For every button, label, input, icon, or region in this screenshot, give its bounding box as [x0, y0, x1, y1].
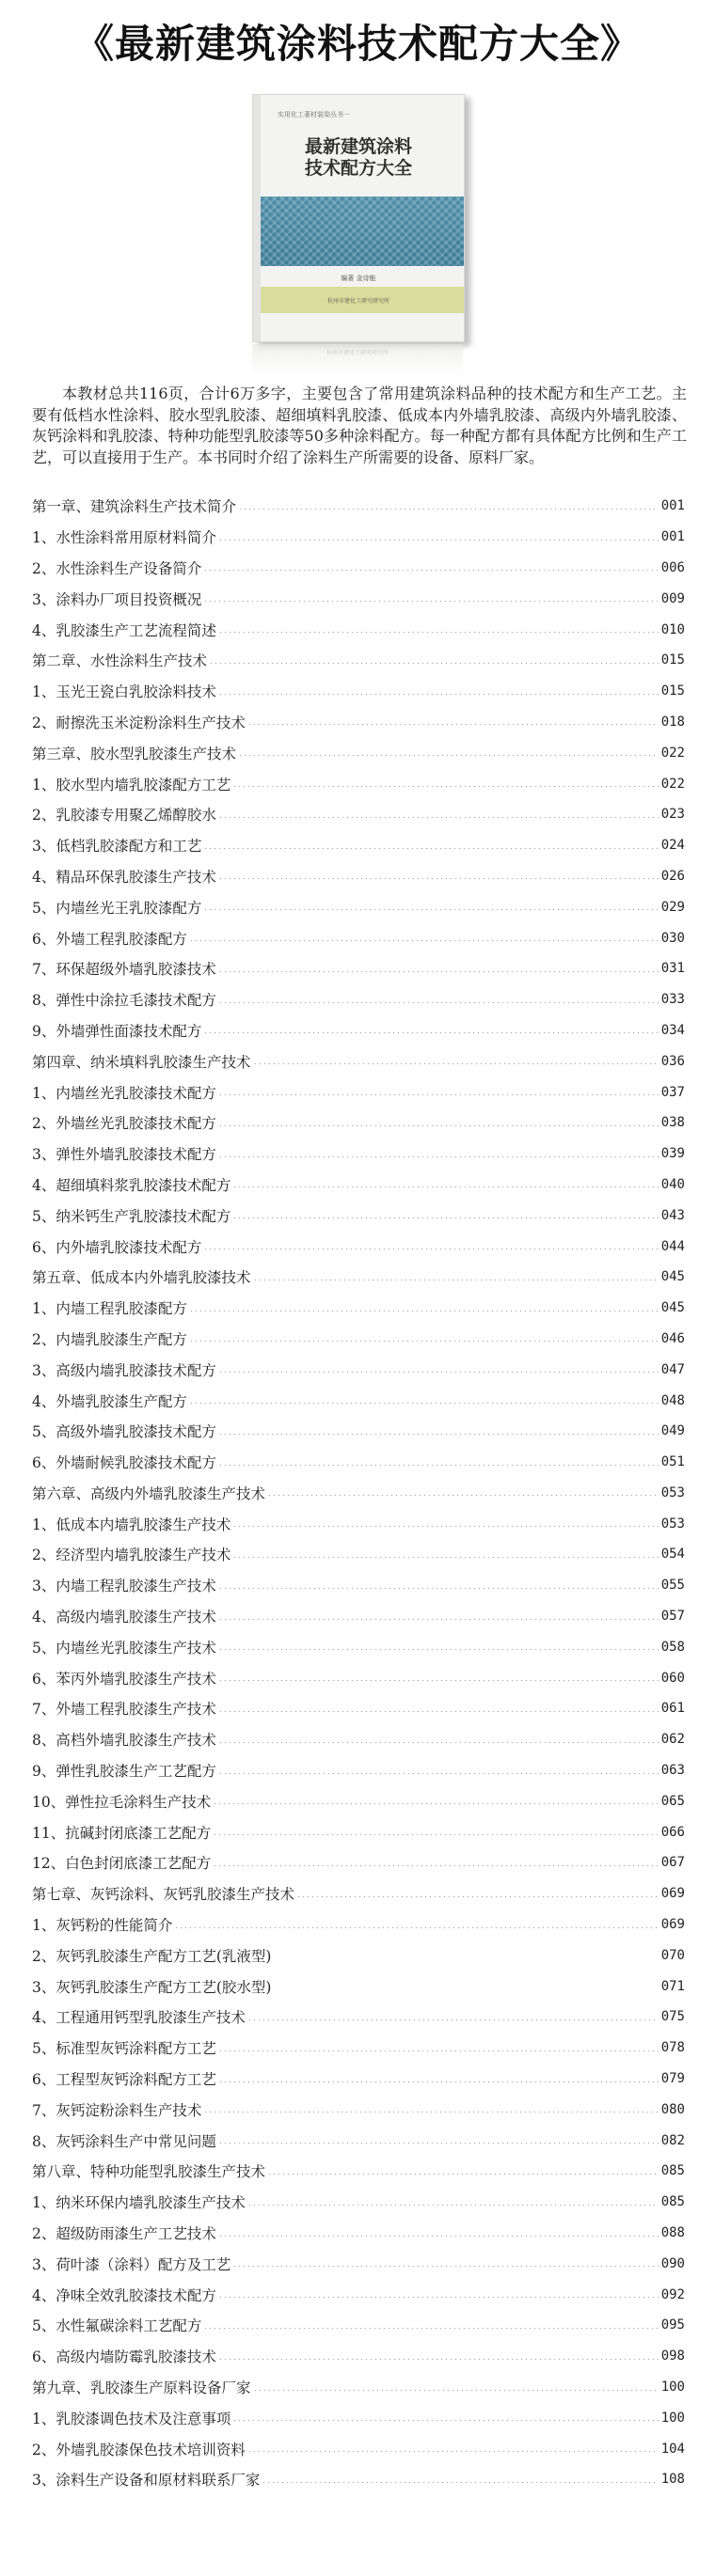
toc-entry [32, 1601, 685, 1632]
toc-entry-page: 060 [660, 1670, 685, 1686]
toc-entry [32, 2248, 685, 2279]
toc-entry-title: 1、内墙丝光乳胶漆技术配方 [32, 1084, 216, 1102]
toc-leader [218, 1094, 659, 1095]
toc-entry-title: 2、灰钙乳胶漆生产配方工艺(乳液型) [32, 1947, 272, 1965]
toc-entry-page: 039 [660, 1146, 685, 1162]
toc-leader [238, 509, 659, 510]
toc-entry-title: 1、纳米环保内墙乳胶漆生产技术 [32, 2194, 246, 2212]
book-title-line2: 技术配方大全 [304, 158, 412, 179]
toc-leader [189, 1403, 659, 1404]
toc-entry-page: 054 [660, 1547, 685, 1563]
toc-entry-title: 2、外墙丝光乳胶漆技术配方 [32, 1115, 216, 1133]
toc-entry-page: 100 [660, 2410, 685, 2426]
toc-entry [32, 891, 685, 922]
toc-entry [32, 1785, 685, 1816]
toc-entry [32, 861, 685, 892]
toc-entry-page: 031 [660, 961, 685, 977]
toc-entry [32, 2064, 685, 2095]
toc-entry-title: 7、环保超级外墙乳胶漆技术 [32, 961, 216, 979]
toc-entry [32, 1076, 685, 1107]
toc-entry-title: 2、经济型内墙乳胶漆生产技术 [32, 1547, 231, 1564]
toc-entry-page: 108 [660, 2472, 685, 2488]
toc-leader [203, 2112, 658, 2113]
toc-entry-page: 023 [660, 807, 685, 823]
toc-entry [32, 1570, 685, 1601]
toc-entry-title: 第三章、胶水型乳胶漆生产技术 [32, 745, 237, 762]
toc-entry-title: 3、高级内墙乳胶漆技术配方 [32, 1361, 216, 1379]
toc-entry [32, 707, 685, 738]
toc-entry [32, 1416, 685, 1447]
toc-entry-title: 1、灰钙粉的性能简介 [32, 1917, 173, 1935]
toc-entry-page: 029 [660, 899, 685, 915]
toc-entry-page: 024 [660, 838, 685, 854]
toc-entry [32, 2187, 685, 2218]
toc-entry-page: 063 [660, 1763, 685, 1779]
toc-entry-page: 061 [660, 1701, 685, 1717]
toc-leader [218, 2236, 659, 2237]
toc-entry-page: 092 [660, 2286, 685, 2302]
toc-entry-title: 5、水性氟碳涂料工艺配方 [32, 2317, 202, 2335]
toc-entry-page: 018 [660, 714, 685, 730]
toc-entry-title: 2、内墙乳胶漆生产配方 [32, 1330, 187, 1348]
toc-leader [232, 1186, 658, 1187]
toc-entry [32, 522, 685, 553]
toc-entry [32, 2372, 685, 2403]
toc-entry [32, 1755, 685, 1786]
toc-entry-page: 046 [660, 1330, 685, 1346]
toc-entry-page: 044 [660, 1238, 685, 1254]
toc-entry [32, 1539, 685, 1570]
toc-entry [32, 1878, 685, 1909]
toc-entry-page: 066 [660, 1824, 685, 1840]
toc-entry-title: 6、外墙工程乳胶漆配方 [32, 930, 187, 948]
toc-leader [218, 1002, 659, 1003]
cover-pattern [261, 196, 464, 266]
toc-entry [32, 1045, 685, 1076]
toc-entry-title: 7、灰钙淀粉涂料生产技术 [32, 2101, 202, 2119]
toc-entry-page: 067 [660, 1855, 685, 1871]
toc-entry-title: 1、水性涂料常用原材料简介 [32, 529, 216, 547]
toc-entry [32, 1324, 685, 1355]
toc-entry-title: 8、弹性中涂拉毛漆技术配方 [32, 992, 216, 1010]
toc-leader [218, 1434, 659, 1435]
toc-entry-page: 075 [660, 2009, 685, 2025]
toc-entry-title: 第一章、建筑涂料生产技术简介 [32, 498, 237, 516]
toc-entry [32, 1231, 685, 1262]
toc-entry-page: 047 [660, 1361, 685, 1377]
toc-entry [32, 1940, 685, 1971]
toc-leader [203, 570, 658, 571]
reflection-text: 杭州市建化工研究研究所 [326, 350, 389, 356]
toc-entry-title: 4、外墙乳胶漆生产配方 [32, 1392, 187, 1410]
toc-leader [218, 2143, 659, 2144]
toc-entry-title: 6、苯丙外墙乳胶漆生产技术 [32, 1670, 216, 1688]
book-title [253, 136, 464, 180]
toc-entry-title: 4、净味全效乳胶漆技术配方 [32, 2286, 216, 2304]
book-publisher: 杭州市建化工研究研究所 [326, 298, 389, 305]
toc-entry-title: 3、涂料生产设备和原材料联系厂家 [32, 2472, 261, 2490]
toc-entry [32, 1508, 685, 1539]
toc-entry [32, 1971, 685, 2002]
toc-entry-title: 2、乳胶漆专用聚乙烯醇胶水 [32, 807, 216, 825]
toc-entry-title: 8、高档外墙乳胶漆生产技术 [32, 1732, 216, 1750]
toc-leader [232, 1217, 658, 1218]
toc-entry-title: 3、低档乳胶漆配方和工艺 [32, 838, 202, 856]
toc-entry [32, 1847, 685, 1878]
toc-leader [296, 1896, 659, 1897]
toc-leader [247, 2205, 659, 2206]
toc-leader [218, 1372, 659, 1373]
table-of-contents [32, 491, 685, 2495]
toc-entry [32, 1170, 685, 1201]
toc-entry [32, 2094, 685, 2125]
toc-entry-page: 080 [660, 2101, 685, 2117]
toc-entry-page: 033 [660, 992, 685, 1008]
toc-entry-page: 088 [660, 2225, 685, 2241]
toc-entry-title: 第八章、特种功能型乳胶漆生产技术 [32, 2163, 266, 2181]
toc-entry-page: 001 [660, 529, 685, 545]
toc-entry-page: 040 [660, 1176, 685, 1192]
toc-entry-title: 5、内墙丝光乳胶漆生产技术 [32, 1639, 216, 1657]
toc-leader [209, 663, 659, 664]
toc-entry-page: 082 [660, 2132, 685, 2148]
toc-entry [32, 2464, 685, 2495]
toc-leader [218, 2359, 659, 2360]
toc-leader [253, 1063, 659, 1064]
toc-entry [32, 922, 685, 953]
toc-entry-page: 100 [660, 2380, 685, 2395]
toc-entry-page: 037 [660, 1084, 685, 1100]
toc-entry-page: 001 [660, 498, 685, 514]
toc-leader [218, 1465, 659, 1466]
toc-entry-page: 043 [660, 1207, 685, 1223]
toc-entry-page: 070 [660, 1947, 685, 1963]
toc-entry-title: 7、外墙工程乳胶漆生产技术 [32, 1701, 216, 1719]
toc-leader [218, 694, 659, 695]
toc-entry-page: 062 [660, 1732, 685, 1748]
toc-leader [218, 1156, 659, 1157]
toc-leader [267, 1495, 659, 1496]
toc-leader [203, 601, 658, 602]
toc-entry-title: 1、低成本内墙乳胶漆生产技术 [32, 1516, 231, 1533]
toc-entry-title: 11、抗碱封闭底漆工艺配方 [32, 1824, 212, 1842]
toc-entry-title: 3、涂料办厂项目投资概况 [32, 590, 202, 608]
toc-entry-title: 4、高级内墙乳胶漆生产技术 [32, 1609, 216, 1626]
toc-entry-page: 095 [660, 2317, 685, 2333]
toc-entry-title: 6、高级内墙防霉乳胶漆技术 [32, 2348, 216, 2366]
toc-entry [32, 830, 685, 861]
toc-entry-page: 069 [660, 1886, 685, 1902]
toc-leader [189, 940, 659, 941]
book-reflection [252, 344, 463, 376]
toc-entry-title: 第四章、纳米填料乳胶漆生产技术 [32, 1053, 251, 1071]
toc-entry-page: 045 [660, 1300, 685, 1316]
toc-entry [32, 768, 685, 799]
toc-leader [218, 1619, 659, 1620]
toc-entry-page: 078 [660, 2040, 685, 2056]
toc-entry-title: 第五章、低成本内外墙乳胶漆技术 [32, 1269, 251, 1287]
toc-entry [32, 1447, 685, 1478]
toc-leader [218, 878, 659, 879]
toc-leader [218, 1711, 659, 1712]
toc-entry [32, 1385, 685, 1416]
toc-entry [32, 2433, 685, 2464]
toc-entry-page: 034 [660, 1022, 685, 1038]
toc-entry [32, 676, 685, 707]
toc-entry-page: 053 [660, 1516, 685, 1531]
toc-entry [32, 1693, 685, 1724]
toc-entry-title: 第九章、乳胶漆生产原料设备厂家 [32, 2380, 251, 2396]
toc-entry [32, 645, 685, 676]
toc-entry-title: 9、弹性乳胶漆生产工艺配方 [32, 1763, 216, 1781]
toc-leader [218, 1773, 659, 1774]
book-cover [252, 94, 465, 342]
toc-entry-page: 085 [660, 2194, 685, 2210]
toc-entry-page: 030 [660, 930, 685, 946]
toc-entry [32, 1816, 685, 1847]
toc-entry-title: 8、灰钙涂料生产中常见问题 [32, 2132, 216, 2150]
toc-entry [32, 553, 685, 584]
toc-leader [232, 2266, 658, 2267]
toc-leader [218, 540, 659, 541]
toc-entry-title: 5、高级外墙乳胶漆技术配方 [32, 1423, 216, 1441]
toc-entry-page: 058 [660, 1639, 685, 1655]
toc-leader [203, 1032, 658, 1033]
toc-leader [232, 1557, 658, 1558]
toc-leader [232, 1526, 658, 1527]
toc-entry [32, 583, 685, 614]
toc-leader [218, 1588, 659, 1589]
toc-entry-page: 022 [660, 745, 685, 761]
toc-entry-title: 9、外墙弹性面漆技术配方 [32, 1022, 202, 1040]
toc-entry-title: 5、标准型灰钙涂料配方工艺 [32, 2040, 216, 2058]
toc-entry [32, 2218, 685, 2249]
toc-entry-title: 2、超级防雨漆生产工艺技术 [32, 2225, 216, 2243]
toc-entry-page: 010 [660, 621, 685, 637]
toc-leader [189, 1341, 659, 1342]
toc-leader [218, 817, 659, 818]
toc-entry [32, 1354, 685, 1385]
toc-entry-page: 049 [660, 1423, 685, 1439]
toc-leader [218, 1649, 659, 1650]
toc-leader [247, 2019, 659, 2020]
book-cover-image [252, 94, 463, 376]
toc-leader [203, 2328, 658, 2329]
toc-entry [32, 953, 685, 984]
toc-entry-title: 3、灰钙乳胶漆生产配方工艺(胶水型) [32, 1978, 272, 1996]
toc-leader [218, 2081, 659, 2082]
toc-entry-title: 12、白色封闭底漆工艺配方 [32, 1855, 212, 1873]
toc-leader [213, 1803, 658, 1804]
toc-entry-page: 006 [660, 559, 685, 575]
toc-leader [218, 1680, 659, 1681]
toc-entry-title: 6、外墙耐候乳胶漆技术配方 [32, 1454, 216, 1472]
toc-entry [32, 491, 685, 522]
toc-leader [232, 786, 658, 787]
toc-entry-page: 038 [660, 1115, 685, 1131]
toc-leader [189, 1311, 659, 1312]
toc-entry [32, 1139, 685, 1170]
toc-entry-page: 057 [660, 1609, 685, 1625]
toc-entry [32, 2402, 685, 2433]
toc-entry-title: 第六章、高级内外墙乳胶漆生产技术 [32, 1484, 266, 1502]
toc-entry-title: 3、内墙工程乳胶漆生产技术 [32, 1578, 216, 1595]
toc-entry [32, 2002, 685, 2033]
toc-entry-title: 3、弹性外墙乳胶漆技术配方 [32, 1146, 216, 1164]
toc-entry [32, 1293, 685, 1324]
toc-entry-title: 1、乳胶漆调色技术及注意事项 [32, 2410, 231, 2427]
toc-entry [32, 1015, 685, 1046]
toc-entry-page: 104 [660, 2441, 685, 2457]
book-series-label: 实用化工著材装染丛书一 [278, 111, 350, 118]
toc-entry-page: 090 [660, 2255, 685, 2271]
page-title: 《最新建筑涂料技术配方大全》 [73, 21, 641, 67]
intro-paragraph: 本教材总共116页，合计6万多字，主要包含了常用建筑涂料品种的技术配方和生产工艺。主要有低档水性涂料、胶水型乳胶漆、超细填料乳胶漆、低成本内外墙乳胶漆、高级内外墙乳胶漆、灰钙涂料和乳胶漆、特种功能型乳胶漆等50多种涂料配方。每一种配方都有具体配方比例和生产工艺，可以直接用于生产。本书同时介绍了涂料生产所需要的设备、原料厂家。 [32, 385, 687, 466]
toc-entry-page: 015 [660, 683, 685, 699]
toc-entry-page: 069 [660, 1917, 685, 1933]
toc-entry-page: 053 [660, 1484, 685, 1500]
toc-entry [32, 2033, 685, 2064]
toc-entry [32, 1909, 685, 1940]
toc-entry-page: 079 [660, 2071, 685, 2087]
toc-entry-page: 036 [660, 1053, 685, 1069]
toc-entry [32, 737, 685, 768]
book-editor: 编著 金诗能 [341, 275, 376, 282]
toc-entry-title: 10、弹性拉毛涂料生产技术 [32, 1793, 212, 1811]
toc-entry-title: 2、耐擦洗玉米淀粉涂料生产技术 [32, 714, 246, 731]
toc-leader [232, 2420, 658, 2421]
toc-leader [247, 724, 659, 725]
toc-entry [32, 2310, 685, 2341]
toc-entry-page: 065 [660, 1793, 685, 1809]
toc-entry-title: 1、内墙工程乳胶漆配方 [32, 1300, 187, 1318]
toc-entry-page: 022 [660, 776, 685, 792]
toc-entry [32, 1631, 685, 1662]
toc-entry-title: 4、乳胶漆生产工艺流程简述 [32, 621, 216, 639]
toc-entry-title: 3、荷叶漆（涂料）配方及工艺 [32, 2255, 231, 2273]
toc-entry-title: 4、超细填料浆乳胶漆技术配方 [32, 1176, 231, 1194]
toc-leader [218, 971, 659, 972]
toc-leader [174, 1927, 658, 1928]
toc-entry [32, 1200, 685, 1231]
toc-leader [238, 755, 659, 756]
toc-entry-page: 048 [660, 1392, 685, 1408]
toc-entry-title: 1、胶水型内墙乳胶漆配方工艺 [32, 776, 231, 793]
toc-entry [32, 799, 685, 830]
toc-leader [213, 1834, 658, 1835]
toc-entry-title: 2、水性涂料生产设备简介 [32, 559, 202, 577]
toc-entry-title: 第七章、灰钙涂料、灰钙乳胶漆生产技术 [32, 1886, 295, 1904]
toc-entry-title: 5、纳米钙生产乳胶漆技术配方 [32, 1207, 231, 1225]
toc-entry-page: 098 [660, 2348, 685, 2364]
toc-entry [32, 2156, 685, 2187]
toc-entry-page: 071 [660, 1978, 685, 1994]
toc-entry [32, 1724, 685, 1755]
toc-leader [253, 2390, 659, 2391]
toc-entry [32, 2279, 685, 2310]
toc-entry [32, 614, 685, 645]
toc-entry [32, 984, 685, 1015]
toc-leader [218, 1742, 659, 1743]
toc-entry-title: 2、外墙乳胶漆保色技术培训资料 [32, 2441, 246, 2458]
toc-entry-title: 4、工程通用钙型乳胶漆生产技术 [32, 2009, 246, 2027]
toc-entry [32, 2341, 685, 2372]
toc-entry-title: 4、精品环保乳胶漆生产技术 [32, 868, 216, 886]
toc-entry [32, 1107, 685, 1139]
toc-entry-title: 6、内外墙乳胶漆技术配方 [32, 1238, 202, 1256]
toc-leader [218, 1125, 659, 1126]
toc-entry-page: 055 [660, 1578, 685, 1594]
toc-entry [32, 1262, 685, 1293]
toc-leader [267, 2174, 659, 2175]
toc-entry-page: 085 [660, 2163, 685, 2179]
toc-entry [32, 2125, 685, 2156]
toc-entry-page: 015 [660, 652, 685, 668]
toc-entry-title: 6、工程型灰钙涂料配方工艺 [32, 2071, 216, 2089]
toc-entry [32, 1662, 685, 1693]
toc-leader [262, 2482, 658, 2483]
toc-leader [218, 2050, 659, 2051]
toc-leader [218, 632, 659, 633]
toc-entry-title: 1、玉光王瓷白乳胶涂料技术 [32, 683, 216, 701]
toc-entry-page: 026 [660, 868, 685, 884]
toc-entry-title: 第二章、水性涂料生产技术 [32, 652, 208, 670]
toc-leader [203, 848, 658, 849]
toc-leader [218, 2297, 659, 2298]
toc-leader [247, 2451, 659, 2452]
book-title-line1: 最新建筑涂料 [304, 136, 412, 157]
toc-entry-title: 5、内墙丝光王乳胶漆配方 [32, 899, 202, 917]
toc-entry [32, 1478, 685, 1509]
toc-leader [213, 1865, 658, 1866]
toc-entry-page: 009 [660, 590, 685, 606]
toc-entry-page: 051 [660, 1454, 685, 1470]
toc-leader [203, 909, 658, 910]
toc-entry-page: 045 [660, 1269, 685, 1285]
